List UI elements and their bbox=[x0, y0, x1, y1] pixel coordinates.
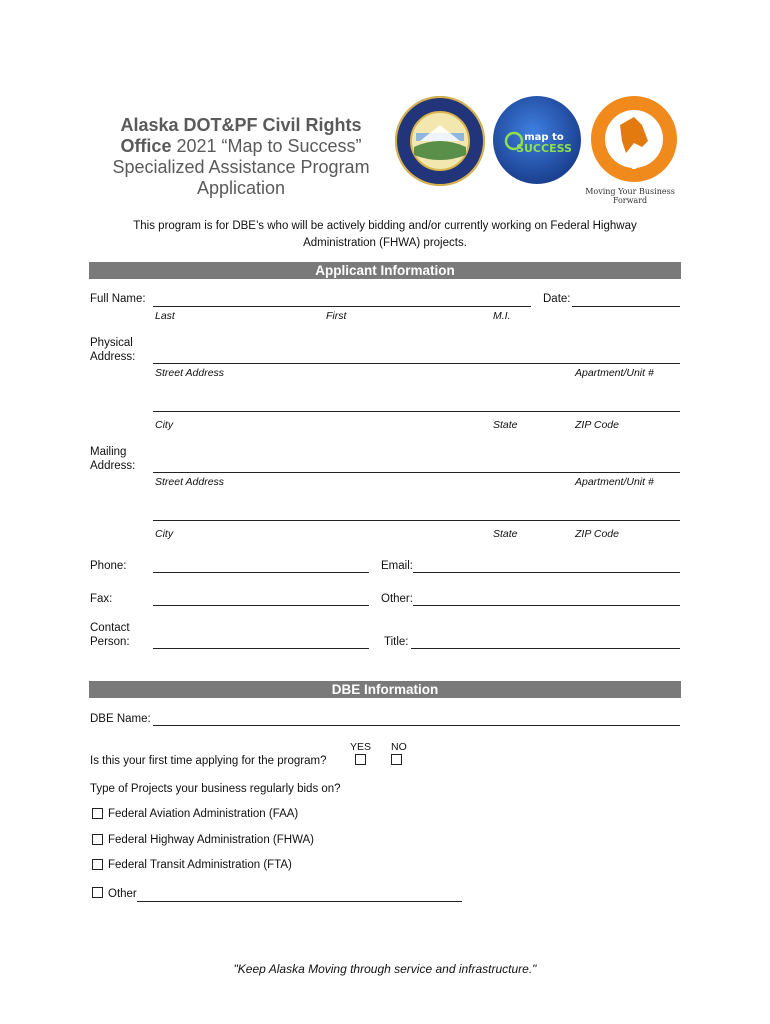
phone-field[interactable] bbox=[153, 572, 369, 573]
title-field[interactable] bbox=[411, 648, 680, 649]
title-bold: Alaska DOT&PF Civil Rights Office bbox=[120, 115, 362, 156]
street-caption: Street Address bbox=[155, 367, 225, 379]
mailing-city-field[interactable] bbox=[153, 520, 680, 521]
other-project-checkbox[interactable] bbox=[92, 887, 103, 898]
page-title bbox=[100, 115, 382, 199]
other-label: Other: bbox=[381, 593, 413, 605]
last-caption: Last bbox=[155, 310, 175, 322]
date-label: Date: bbox=[543, 293, 571, 305]
ucp-dbe-logo bbox=[590, 95, 678, 183]
footer-slogan: "Keep Alaska Moving through service and infrastructure." bbox=[233, 962, 537, 976]
svg-text:SUCCESS: SUCCESS bbox=[516, 142, 572, 155]
physical-address-label: Physical Address: bbox=[90, 337, 136, 363]
svg-text:map to: map to bbox=[524, 132, 564, 143]
first-time-no-checkbox[interactable] bbox=[391, 754, 402, 765]
other-field[interactable] bbox=[413, 605, 680, 606]
date-field[interactable] bbox=[572, 306, 680, 307]
yes-label: YES bbox=[350, 741, 372, 753]
contact-person-field[interactable] bbox=[153, 648, 369, 649]
other-project-label: Other bbox=[108, 888, 137, 900]
intro-text: This program is for DBE’s who will be actively bidding and/or currently working on Federal Highway Administration (FHWA) projects. bbox=[133, 220, 637, 249]
fhwa-checkbox[interactable] bbox=[92, 834, 103, 845]
email-field[interactable] bbox=[413, 572, 680, 573]
full-name-label: Full Name: bbox=[90, 293, 146, 305]
phone-label: Phone: bbox=[90, 560, 127, 572]
no-label: NO bbox=[391, 741, 407, 753]
state-caption: State bbox=[493, 419, 518, 431]
full-name-field[interactable] bbox=[153, 306, 531, 307]
state-caption: State bbox=[493, 528, 518, 540]
faa-checkbox[interactable] bbox=[92, 808, 103, 819]
email-label: Email: bbox=[381, 560, 413, 572]
apt-caption: Apartment/Unit # bbox=[575, 476, 654, 488]
zip-caption: ZIP Code bbox=[575, 528, 619, 540]
fhwa-label: Federal Highway Administration (FHWA) bbox=[108, 834, 314, 846]
first-time-yes-checkbox[interactable] bbox=[355, 754, 366, 765]
mi-caption: M.I. bbox=[493, 310, 511, 322]
fax-label: Fax: bbox=[90, 593, 113, 605]
tagline: Moving Your Business Forward bbox=[585, 187, 675, 205]
other-project-field[interactable] bbox=[137, 901, 462, 902]
map-to-success-logo bbox=[492, 95, 582, 185]
project-types-question: Type of Projects your business regularly bids on? bbox=[90, 783, 341, 795]
faa-label: Federal Aviation Administration (FAA) bbox=[108, 808, 299, 820]
contact-person-label: Contact Person: bbox=[90, 622, 130, 648]
zip-caption: ZIP Code bbox=[575, 419, 619, 431]
fta-checkbox[interactable] bbox=[92, 859, 103, 870]
fax-field[interactable] bbox=[153, 605, 369, 606]
physical-street-field[interactable] bbox=[153, 363, 680, 364]
dbe-information-header: DBE Information bbox=[89, 681, 681, 698]
first-caption: First bbox=[326, 310, 347, 322]
apt-caption: Apartment/Unit # bbox=[575, 367, 654, 379]
mailing-street-field[interactable] bbox=[153, 472, 680, 473]
title-label: Title: bbox=[384, 636, 409, 648]
first-time-question: Is this your first time applying for the program? bbox=[90, 755, 327, 767]
city-caption: City bbox=[155, 419, 174, 431]
street-caption: Street Address bbox=[155, 476, 225, 488]
mailing-address-label: Mailing Address: bbox=[90, 446, 136, 472]
applicant-information-header: Applicant Information bbox=[89, 262, 681, 279]
dbe-name-field[interactable] bbox=[153, 725, 680, 726]
fta-label: Federal Transit Administration (FTA) bbox=[108, 859, 292, 871]
city-caption: City bbox=[155, 528, 174, 540]
dbe-name-label: DBE Name: bbox=[90, 713, 151, 725]
title-rest: 2021 “Map to Success” Specialized Assistance Program Application bbox=[112, 136, 370, 198]
dotpf-seal-logo bbox=[394, 95, 486, 187]
physical-city-field[interactable] bbox=[153, 411, 680, 412]
